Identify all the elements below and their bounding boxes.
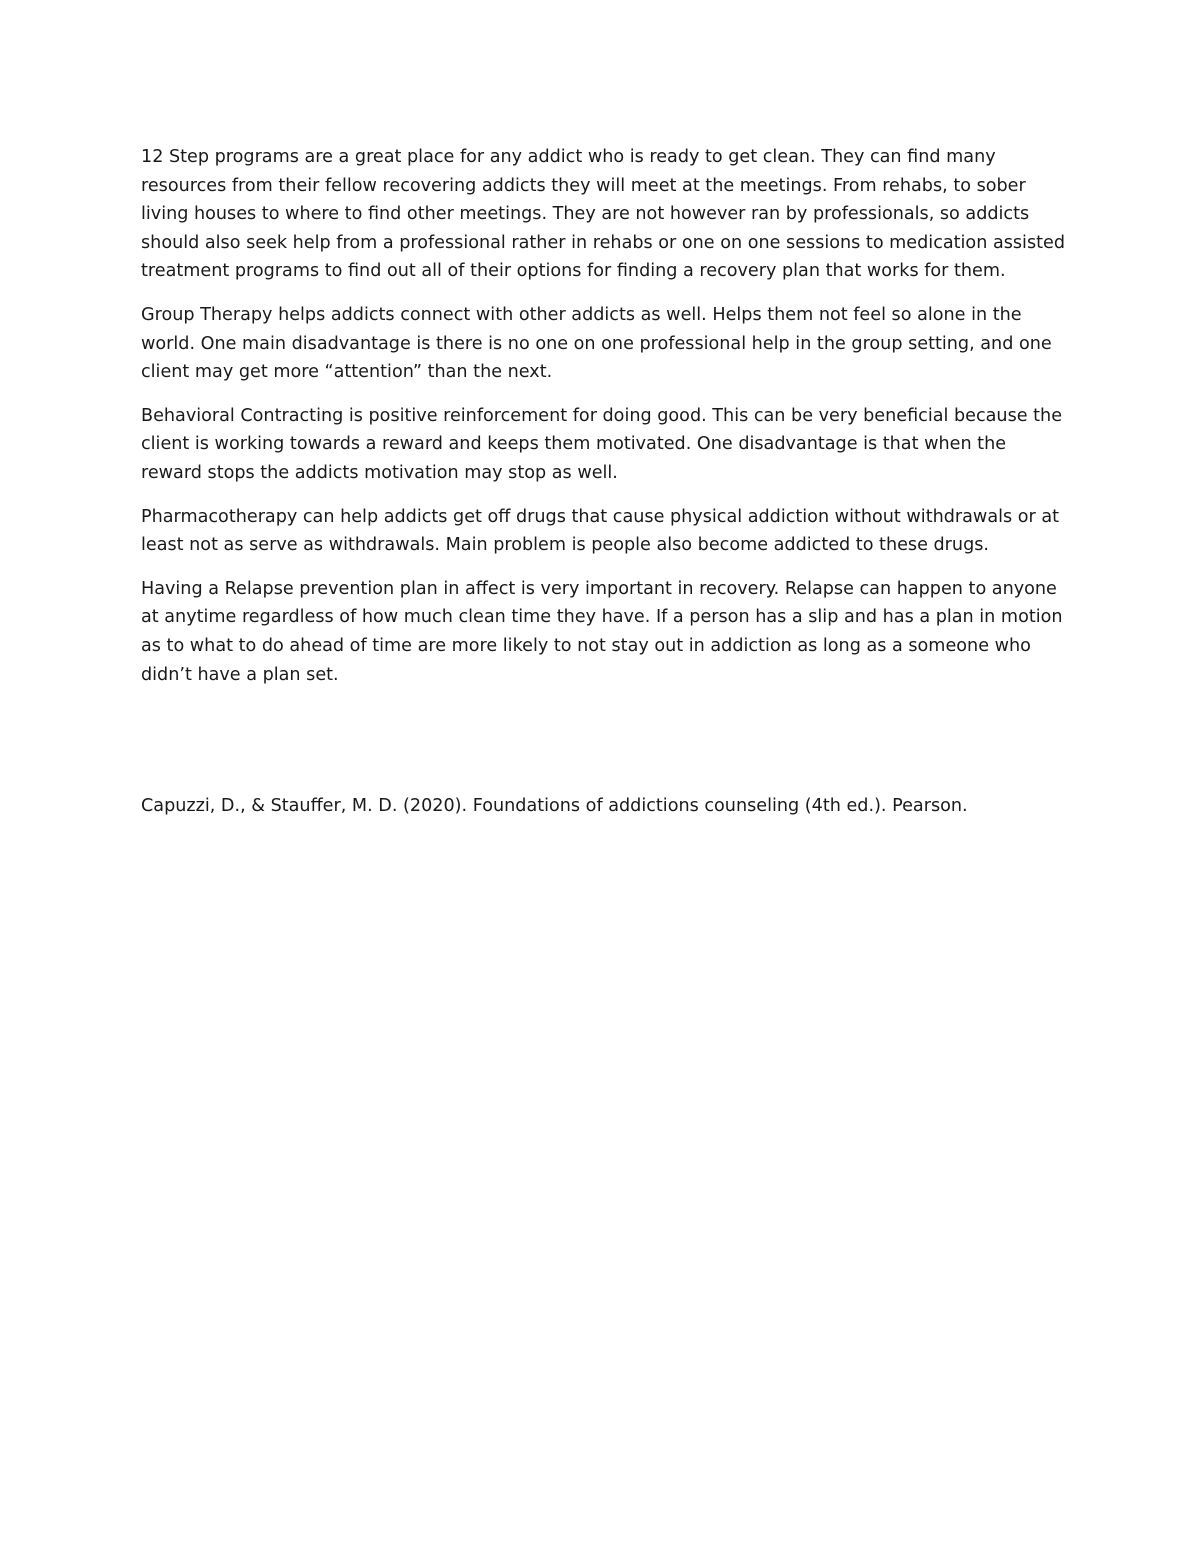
- text-line: should also seek help from a professional rather in rehabs or one on one sessions to medication assisted: [141, 232, 1065, 253]
- text-line: Pharmacotherapy can help addicts get off drugs that cause physical addiction without withdrawals or at: [141, 506, 1060, 527]
- text-line: at anytime regardless of how much clean time they have. If a person has a slip and has a plan in motion: [141, 607, 1063, 628]
- text-line: reward stops the addicts motivation may stop as well.: [141, 462, 618, 483]
- text-line: Having a Relapse prevention plan in affect is very important in recovery. Relapse can happen to anyone: [141, 578, 1057, 599]
- paragraph-relapse-prevention: [141, 575, 1061, 689]
- paragraph-12-step-programs: [141, 143, 1065, 286]
- text-line: didn’t have a plan set.: [141, 664, 339, 685]
- text-line: Behavioral Contracting is positive reinforcement for doing good. This can be very beneficial because the: [141, 405, 1063, 426]
- document-body: [141, 143, 1065, 704]
- reference-citation: Capuzzi, D., & Stauffer, M. D. (2020). Foundations of addictions counseling (4th ed.). Pearson.: [141, 796, 968, 816]
- text-line: living houses to where to find other meetings. They are not however ran by professionals, so addicts: [141, 204, 1030, 225]
- paragraph-behavioral-contracting: [141, 402, 1061, 488]
- text-line: client may get more “attention” than the next.: [141, 362, 553, 383]
- text-line: resources from their fellow recovering addicts they will meet at the meetings. From rehabs, to sober: [141, 175, 1026, 196]
- text-line: Group Therapy helps addicts connect with other addicts as well. Helps them not feel so alone in the: [141, 304, 1022, 325]
- text-line: least not as serve as withdrawals. Main problem is people also become addicted to these drugs.: [141, 535, 989, 556]
- paragraph-pharmacotherapy: [141, 503, 1061, 560]
- text-line: world. One main disadvantage is there is no one on one professional help in the group setting, and one: [141, 333, 1052, 354]
- text-line: 12 Step programs are a great place for any addict who is ready to get clean. They can find many: [141, 147, 996, 167]
- text-line: treatment programs to find out all of their options for finding a recovery plan that works for them.: [141, 261, 1006, 282]
- text-line: as to what to do ahead of time are more likely to not stay out in addiction as long as a someone who: [141, 635, 1031, 656]
- paragraph-group-therapy: [141, 301, 1061, 387]
- text-line: client is working towards a reward and keeps them motivated. One disadvantage is that when the: [141, 434, 1007, 455]
